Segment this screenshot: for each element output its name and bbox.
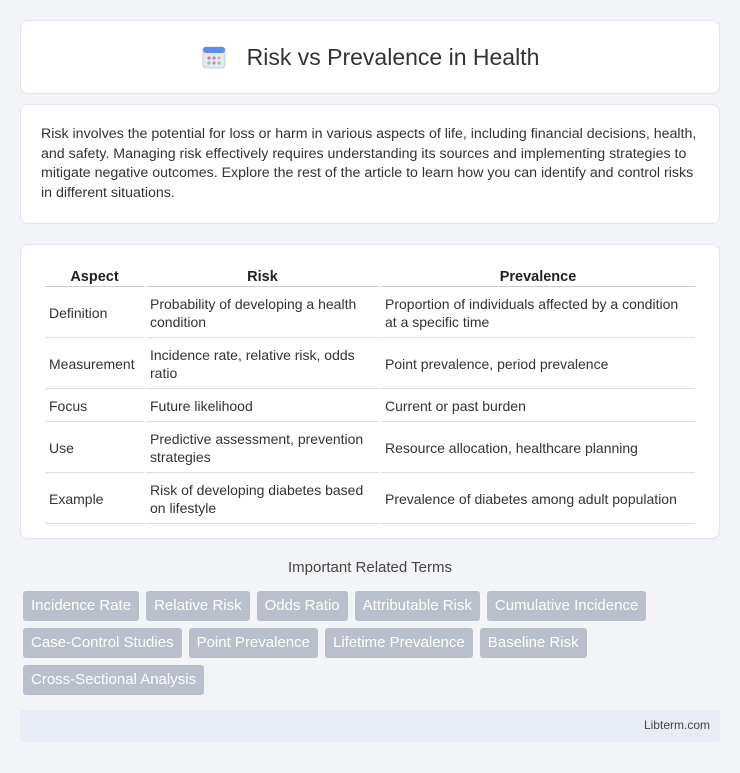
title-card [20, 20, 720, 94]
cell-prevalence: Point prevalence, period prevalence [381, 340, 695, 389]
cell-aspect: Definition [45, 289, 144, 338]
table-row [45, 289, 695, 338]
cell-risk: Probability of developing a health condition [146, 289, 379, 338]
cell-risk: Risk of developing diabetes based on lifestyle [146, 475, 379, 524]
cell-risk: Future likelihood [146, 391, 379, 422]
related-terms-title: Important Related Terms [288, 559, 452, 576]
table-header-row [45, 267, 695, 287]
cell-prevalence: Resource allocation, healthcare planning [381, 424, 695, 473]
related-term-tag[interactable]: Lifetime Prevalence [325, 628, 473, 658]
related-terms-list [23, 591, 703, 695]
related-term-tag[interactable]: Attributable Risk [355, 591, 480, 621]
cell-prevalence: Prevalence of diabetes among adult population [381, 475, 695, 524]
header-prevalence: Prevalence [381, 267, 695, 287]
cell-aspect: Use [45, 424, 144, 473]
table-row [45, 424, 695, 473]
cell-risk: Incidence rate, relative risk, odds ratio [146, 340, 379, 389]
cell-risk: Predictive assessment, prevention strategies [146, 424, 379, 473]
related-term-tag[interactable]: Cross-Sectional Analysis [23, 665, 204, 695]
cell-aspect: Measurement [45, 340, 144, 389]
cell-aspect: Focus [45, 391, 144, 422]
related-term-tag[interactable]: Relative Risk [146, 591, 250, 621]
intro-text: Risk involves the potential for loss or harm in various aspects of life, including financial decisions, health, and safety. Managing risk effectively requires understanding its sources and implementing strategies to mitigate negative outcomes. Explore the rest of the article to learn how you can identify and control risks in different situations. [41, 126, 697, 201]
cell-aspect: Example [45, 475, 144, 524]
intro-card [20, 104, 720, 224]
footer [20, 710, 720, 742]
comparison-table [43, 265, 697, 526]
table-row [45, 475, 695, 524]
related-term-tag[interactable]: Cumulative Incidence [487, 591, 646, 621]
related-term-tag[interactable]: Incidence Rate [23, 591, 139, 621]
related-term-tag[interactable]: Odds Ratio [257, 591, 348, 621]
table-row [45, 391, 695, 422]
footer-site-link[interactable]: Libterm.com [643, 718, 710, 732]
cell-prevalence: Current or past burden [381, 391, 695, 422]
related-term-tag[interactable]: Point Prevalence [189, 628, 318, 658]
page-title: Risk vs Prevalence in Health [246, 43, 540, 70]
header-risk: Risk [146, 267, 379, 287]
table-row [45, 340, 695, 389]
calendar-icon [201, 44, 227, 70]
cell-prevalence: Proportion of individuals affected by a condition at a specific time [381, 289, 695, 338]
comparison-table-card [20, 244, 720, 539]
related-term-tag[interactable]: Case-Control Studies [23, 628, 182, 658]
related-term-tag[interactable]: Baseline Risk [480, 628, 587, 658]
header-aspect: Aspect [45, 267, 144, 287]
